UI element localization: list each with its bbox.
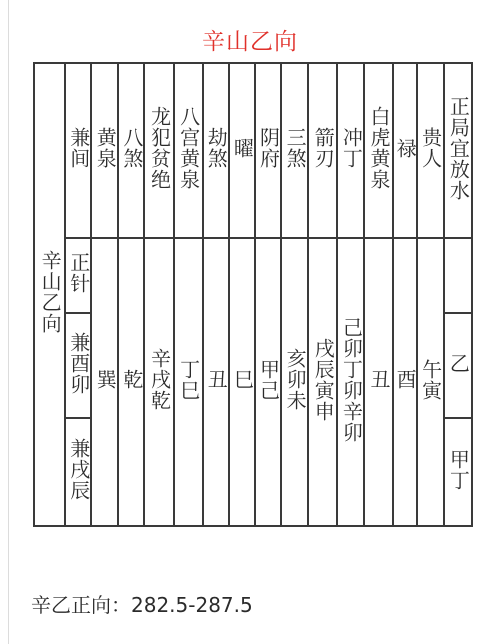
header-sansha: 三煞 <box>281 63 308 238</box>
jian-xuchen-cell: 兼戌辰 <box>65 418 91 526</box>
guiren-cell: 午寅 <box>417 238 444 526</box>
fangshui-top-cell <box>444 238 472 313</box>
header-baihu: 白虎黄泉 <box>364 63 392 238</box>
header-chongding: 冲丁 <box>337 63 364 238</box>
header-lu: 禄 <box>393 63 417 238</box>
sansha-cell: 亥卯未 <box>281 238 308 526</box>
lu-cell: 酉 <box>393 238 417 526</box>
jianren-cell: 戌辰寅申 <box>308 238 337 526</box>
bagong-cell: 丁巳 <box>174 238 203 526</box>
yao-cell: 巳 <box>229 238 255 526</box>
header-basha: 八煞 <box>118 63 144 238</box>
shan-label-cell: 辛山乙向 <box>34 63 65 526</box>
jian-youmao-cell: 兼酉卯 <box>65 313 91 418</box>
zhengzhen-cell: 正针 <box>65 238 91 313</box>
left-border-line <box>8 0 9 644</box>
header-huangquan: 黄泉 <box>91 63 118 238</box>
page-title: 辛山乙向 <box>202 29 298 55</box>
header-jianren: 箭刃 <box>308 63 337 238</box>
header-jianjian: 兼间 <box>65 63 91 238</box>
header-yinfu: 阴府 <box>255 63 281 238</box>
header-jiesha: 劫煞 <box>203 63 229 238</box>
basha-cell: 乾 <box>118 238 144 526</box>
header-bagong: 八宫黄泉 <box>174 63 203 238</box>
shan-xiang-table <box>33 62 473 527</box>
header-row <box>34 63 472 238</box>
longfan-cell: 辛戌乾 <box>144 238 173 526</box>
header-zhengju: 正局宜放水 <box>444 63 472 238</box>
chongding-cell: 己卯丁卯辛卯 <box>337 238 364 526</box>
jiesha-cell: 丑 <box>203 238 229 526</box>
huangquan-cell: 巽 <box>91 238 118 526</box>
body-row-1 <box>34 238 472 313</box>
fangshui-bot-cell: 甲丁 <box>444 418 472 526</box>
yinfu-cell: 甲己 <box>255 238 281 526</box>
header-longfan: 龙犯贫绝 <box>144 63 173 238</box>
fangshui-mid-cell: 乙 <box>444 313 472 418</box>
header-yao: 曜 <box>229 63 255 238</box>
baihu-cell: 丑 <box>364 238 392 526</box>
footer-direction-range: 辛乙正向：282.5-287.5 <box>31 593 253 617</box>
header-guiren: 贵人 <box>417 63 444 238</box>
